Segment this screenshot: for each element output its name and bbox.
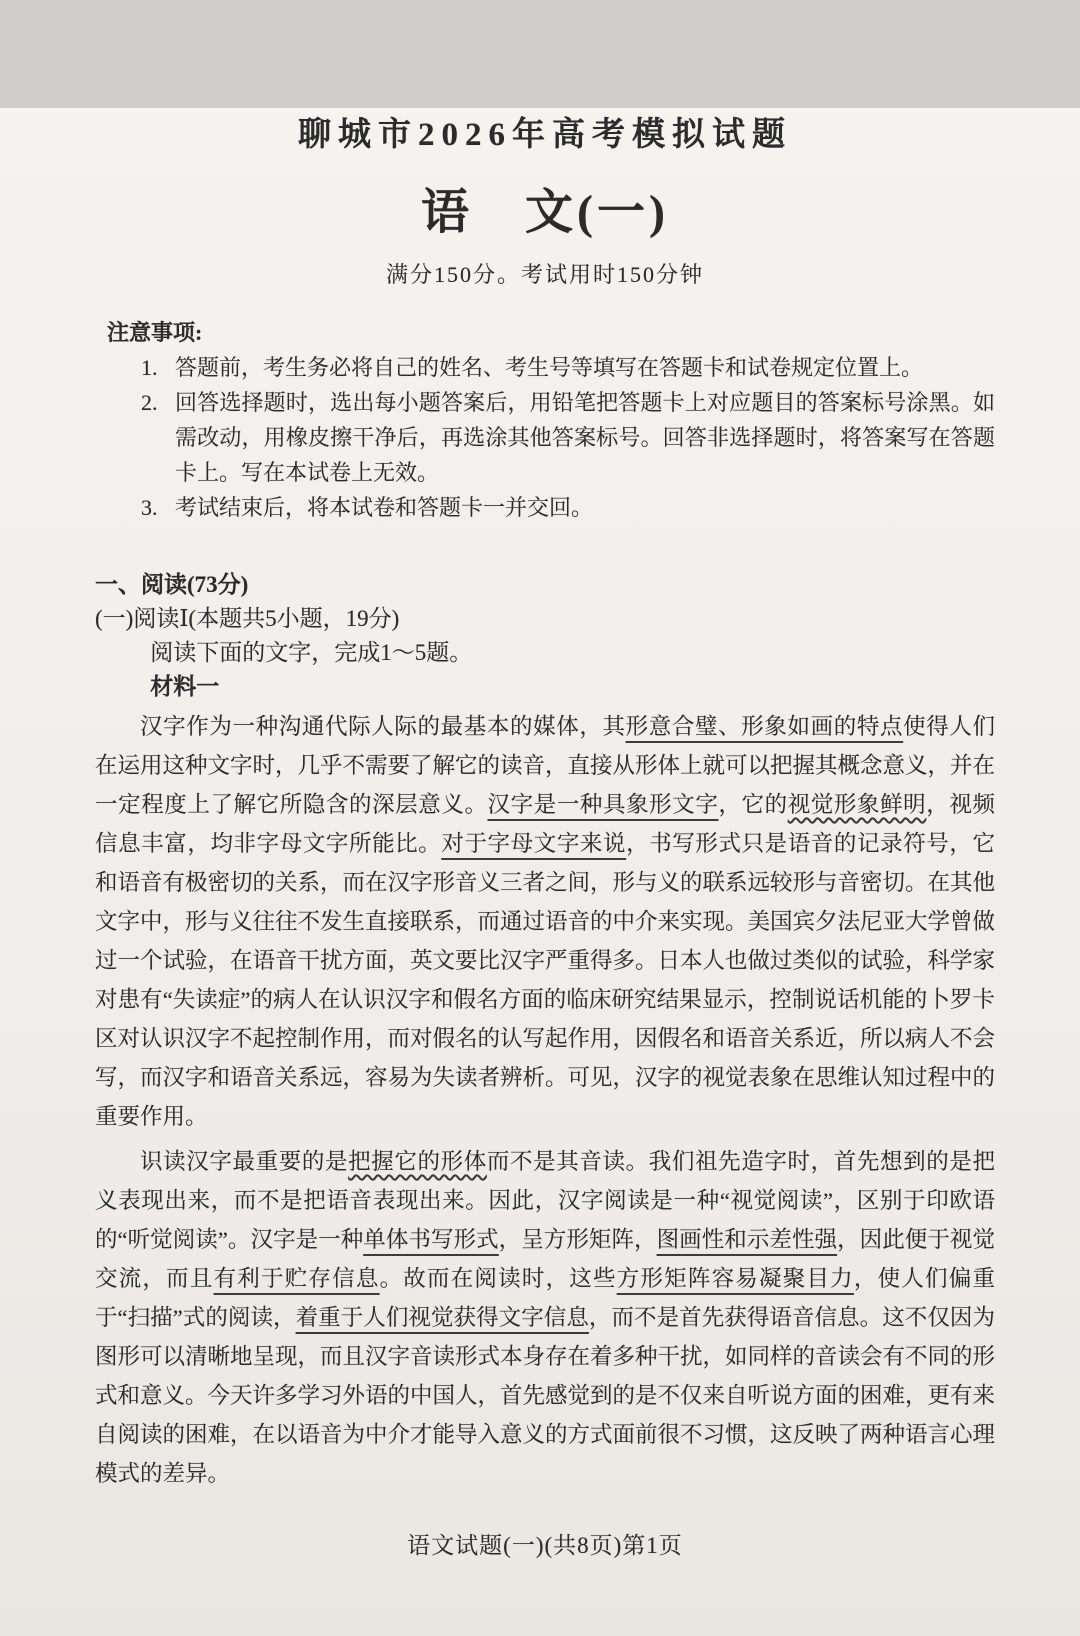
body-text: 汉字作为一种沟通代际人际的最基本的媒体，其 (140, 714, 626, 739)
material-body (95, 707, 995, 1493)
notice-item-number: 1. (141, 355, 158, 380)
underlined-text: 着重于人们视觉获得文字信息 (295, 1305, 589, 1330)
notice-list (95, 350, 995, 525)
notice-item-number: 2. (141, 390, 158, 415)
notice-item (141, 350, 995, 385)
body-text: ，因此便于视觉交流，而且 (95, 1227, 995, 1291)
body-text: ，视频信息丰富，均非字母文字所能比。 (95, 792, 995, 856)
notice-section (95, 315, 995, 525)
body-text: 使得人们在运用这种文字时，几乎不需要了解它的读音，直接从形体上就可以把握其概念意义，并在一定程度上了解它所隐含的深层意义。 (95, 714, 996, 817)
notice-item-text: 考试结束后，将本试卷和答题卡一并交回。 (175, 495, 594, 520)
underlined-text: 形意合璧、形象如画的特点 (625, 714, 904, 739)
subpart-title: (一)阅读Ⅰ(本题共5小题，19分) (95, 606, 400, 631)
underlined-text: 对于字母文字来说 (441, 831, 627, 856)
exam-page (0, 108, 1080, 1636)
exam-title: 聊城市2026年高考模拟试题 (298, 117, 792, 153)
notice-item-text: 回答选择题时，选出每小题答案后，用铅笔把答题卡上对应题目的答案标号涂黑。如需改动，用橡皮擦干净后，再选涂其他答案标号。回答非选择题时，将答案写在答题卡上。写在本试卷上无效。 (175, 390, 995, 485)
body-text: 。故而在阅读时，这些 (379, 1266, 617, 1291)
part-title: 一、阅读(73分) (95, 572, 249, 597)
material-paragraph (95, 707, 995, 1136)
material-label: 材料一 (150, 674, 220, 699)
body-text: ，呈方形矩阵， (498, 1227, 657, 1252)
body-text: ，而不是首先获得语音信息。这不仅因为图形可以清晰地呈现，而且汉字音读形式本身存在着多种干扰，如同样的音读会有不同的形式和意义。今天许多学习外语的中国人，首先感觉到的是不仅来自听说方面的困难，更有来自阅读的困难，在以语音为中介才能导入意义的方式面前很不习惯，这反映了两种语言心理模式的差异。 (95, 1305, 996, 1486)
underlined-text: 视觉形象鲜明 (787, 792, 927, 817)
page-footer: 语文试题(一)(共8页)第1页 (407, 1533, 683, 1558)
body-text: ，使人们偏重于“扫描”式的阅读， (95, 1266, 995, 1330)
notice-item-number: 3. (141, 495, 158, 520)
notice-heading: 注意事项: (107, 320, 203, 345)
underlined-text: 方形矩阵容易凝聚目力 (616, 1266, 854, 1291)
underlined-text: 单体书写形式 (363, 1227, 499, 1252)
underlined-text: 有利于贮存信息 (213, 1266, 380, 1291)
reading-instruction: 阅读下面的文字，完成1～5题。 (150, 640, 473, 665)
exam-meta: 满分150分。考试用时150分钟 (385, 262, 704, 287)
subject-title: 语 文(一) (421, 186, 669, 239)
notice-item (141, 385, 995, 490)
notice-item (141, 490, 995, 525)
body-text: 识读汉字最重要的是 (140, 1149, 349, 1174)
notice-item-text: 答题前，考生务必将自己的姓名、考生号等填写在答题卡和试卷规定位置上。 (175, 355, 924, 380)
body-text: ，它的 (718, 792, 788, 817)
material-paragraph (95, 1142, 995, 1493)
reading-section-header (95, 569, 995, 703)
body-text: ，书写形式只是语音的记录符号，它和语音有极密切的关系，而在汉字形音义三者之间，形与义的联系远较形与音密切。在其他文字中，形与义往往不发生直接联系，而通过语音的中介来实现。美国宾夕法尼亚大学曾做过一个试验，在语音干扰方面，英文要比汉字严重得多。日本人也做过类似的试验，科学家对患有“失读症”的病人在认识汉字和假名方面的临床研究结果显示，控制说话机能的卜罗卡区对认识汉字不起控制作用，而对假名的认写起作用，因假名和语音关系近，所以病人不会写，而汉字和语音关系远，容易为失读者辨析。可见，汉字的视觉表象在思维认知过程中的重要作用。 (95, 831, 996, 1129)
underlined-text: 把握它的形体 (348, 1149, 487, 1174)
underlined-text: 汉字是一种具象形文字 (487, 792, 719, 817)
body-text: 而不是其音读。我们祖先造字时，首先想到的是把义表现出来，而不是把语音表现出来。因此，汉字阅读是一种“视觉阅读”，区别于印欧语的“听觉阅读”。汉字是一种 (95, 1149, 995, 1252)
underlined-text: 图画性和示差性强 (656, 1227, 838, 1252)
